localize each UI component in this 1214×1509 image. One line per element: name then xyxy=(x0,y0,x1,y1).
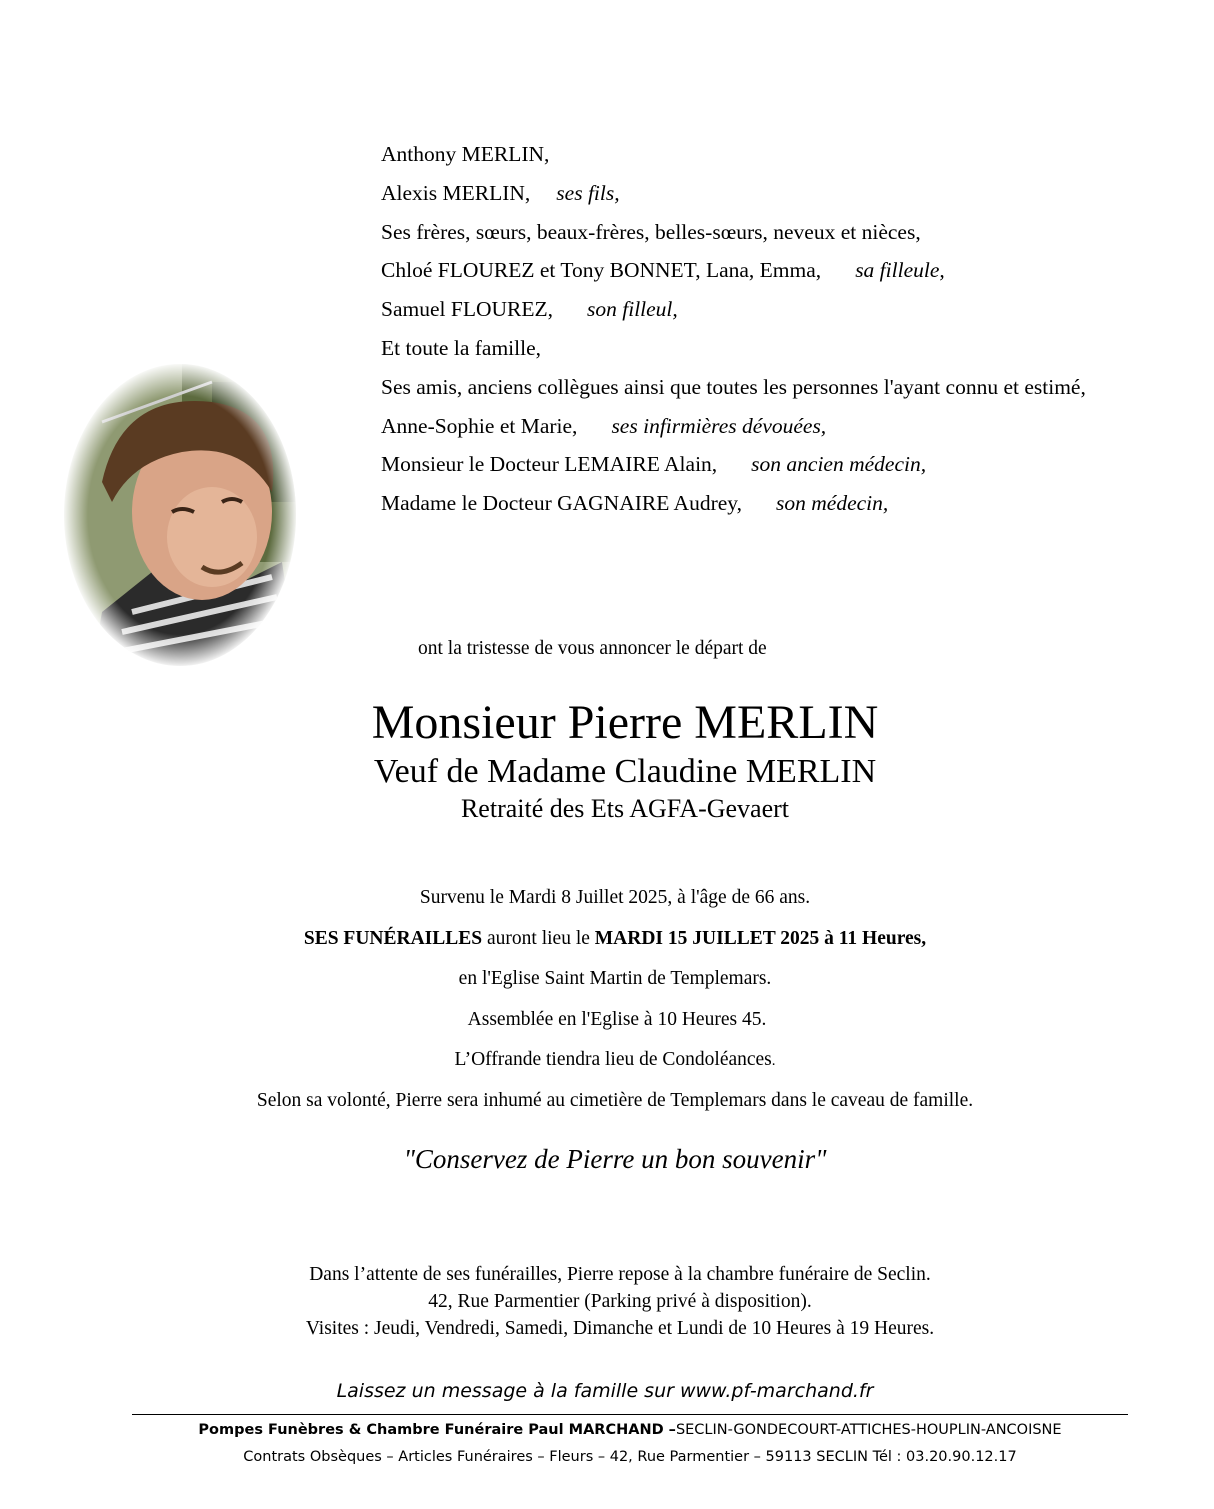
burial-line: Selon sa volonté, Pierre sera inhumé au cimetière de Templemars dans le caveau de famille. xyxy=(256,1089,974,1111)
funerals-date: MARDI 15 JUILLET 2025 à 11 Heures, xyxy=(594,927,927,949)
church-line: en l'Eglise Saint Martin de Templemars. xyxy=(458,968,772,989)
family-line xyxy=(381,219,1171,245)
visiting-info xyxy=(0,1261,1214,1342)
funerals-connector: auront lieu le xyxy=(482,927,595,949)
family-name: Monsieur le Docteur LEMAIRE Alain, xyxy=(381,452,718,477)
survenu-line: Survenu le Mardi 8 Juillet 2025, à l'âge de 66 ans. xyxy=(419,887,811,908)
family-line xyxy=(381,257,1171,283)
offering-dot: . xyxy=(771,1053,776,1069)
company-towns: SECLIN-GONDECOURT-ATTICHES-HOUPLIN-ANCOISNE xyxy=(675,1422,1062,1438)
company-name: Pompes Funèbres & Chambre Funéraire Paul MARCHAND – xyxy=(198,1422,676,1438)
family-name: Ses amis, anciens collègues ainsi que toutes les personnes l'ayant connu et estimé, xyxy=(381,374,1086,399)
footer-divider xyxy=(132,1414,1128,1415)
family-role: son filleul, xyxy=(587,297,678,322)
offering-line xyxy=(0,1046,1214,1087)
family-line xyxy=(381,490,1171,516)
footer-company xyxy=(0,1422,1214,1438)
family-role: sa filleule, xyxy=(855,258,945,283)
family-name: Samuel FLOUREZ, xyxy=(381,297,553,322)
family-line xyxy=(381,335,1171,361)
retired-from: Retraité des Ets AGFA-Gevaert xyxy=(460,794,790,823)
family-list xyxy=(381,141,1171,529)
deceased-block xyxy=(0,694,1214,826)
family-role: ses infirmières dévouées, xyxy=(611,413,827,438)
funerals-heading: SES FUNÉRAILLES xyxy=(303,927,483,949)
family-name: Et toute la famille, xyxy=(381,335,542,360)
memorial-quote: "Conservez de Pierre un bon souvenir" xyxy=(403,1144,827,1174)
family-line xyxy=(381,374,1171,400)
family-name: Ses frères, sœurs, beaux-frères, belles-sœurs, neveux et nièces, xyxy=(381,219,921,244)
visiting-line-2: 42, Rue Parmentier (Parking privé à disposition). xyxy=(428,1291,812,1312)
family-line xyxy=(381,141,1171,167)
portrait-photo xyxy=(62,362,298,668)
offering-text: L’Offrande tiendra lieu de Condoléances xyxy=(454,1049,772,1070)
family-name: Alexis MERLIN, xyxy=(381,180,531,205)
visiting-line-3: Visites : Jeudi, Vendredi, Samedi, Dimanche et Lundi de 10 Heures à 19 Heures. xyxy=(305,1318,935,1339)
family-line xyxy=(381,180,1171,206)
family-name: Chloé FLOUREZ et Tony BONNET, Lana, Emma, xyxy=(381,258,822,283)
funeral-details xyxy=(0,884,1214,1127)
family-name: Anthony MERLIN, xyxy=(381,142,550,166)
family-line xyxy=(381,451,1171,477)
visiting-line-1: Dans l’attente de ses funérailles, Pierre repose à la chambre funéraire de Seclin. xyxy=(309,1264,931,1285)
footer-contracts: Contrats Obsèques – Articles Funéraires – Fleurs – 42, Rue Parmentier – 59113 SECLIN Tél : 03.20.90.12.17 xyxy=(243,1449,1017,1465)
announcement: ont la tristesse de vous annoncer le départ de xyxy=(418,638,767,659)
family-line xyxy=(381,296,1171,322)
funerals-line xyxy=(0,925,1214,966)
message-link[interactable]: Laissez un message à la famille sur www.pf-marchand.fr xyxy=(336,1380,874,1402)
family-role: son médecin, xyxy=(776,491,889,516)
family-name: Anne-Sophie et Marie, xyxy=(381,413,578,438)
family-name: Madame le Docteur GAGNAIRE Audrey, xyxy=(381,491,743,516)
family-role: ses fils, xyxy=(556,180,620,205)
assembly-line: Assemblée en l'Eglise à 10 Heures 45. xyxy=(467,1008,767,1030)
widow-of: Veuf de Madame Claudine MERLIN xyxy=(373,753,877,790)
deceased-name: Monsieur Pierre MERLIN xyxy=(371,696,879,749)
family-line xyxy=(381,413,1171,439)
family-role: son ancien médecin, xyxy=(751,452,927,477)
